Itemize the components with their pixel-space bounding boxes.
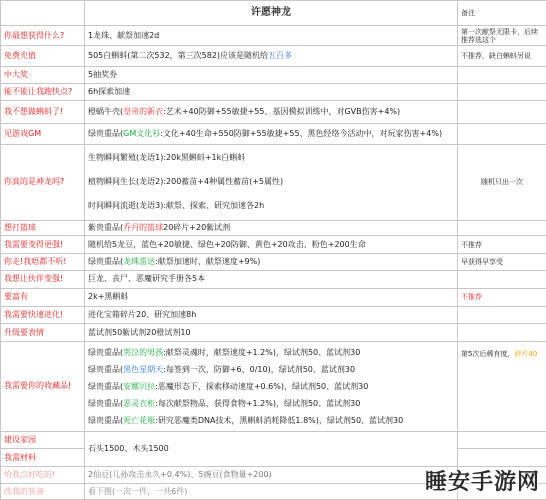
result-highlight: 五百多	[268, 51, 293, 61]
table-row	[1, 83, 546, 101]
note-cell	[458, 306, 546, 324]
wish-cell: 你走!我唔都不听!	[1, 254, 85, 271]
note-cell	[458, 270, 546, 289]
result-line	[88, 378, 454, 395]
wish-cell: 要富有	[1, 289, 85, 307]
note-cell: 不推荐	[458, 289, 546, 307]
result-cell: 蓝试剂50紫试剂20橙试剂10	[85, 324, 458, 342]
wish-cell: 免费充值	[1, 46, 85, 67]
result-highlight: 恶灵衣柜	[123, 398, 156, 408]
wish-cell: 改我的装备	[1, 484, 85, 500]
result-text: 绿贵重品(	[88, 347, 124, 357]
result-line: 植物瞬间生长(龙语2):200蓄苗+4种属性蓄苗(+5属性)	[88, 177, 284, 187]
header-row	[1, 1, 546, 26]
result-text: 绿贵重品(	[88, 381, 124, 391]
note-cell	[458, 123, 546, 144]
result-cell	[85, 123, 458, 144]
result-text: 绿贵重品(	[88, 256, 124, 266]
note-cell: 早获得早享受	[458, 254, 546, 271]
note-cell: 随机只出一次	[458, 144, 546, 220]
result-cell: 石头1500、木头1500	[85, 431, 458, 466]
note-cell	[458, 431, 546, 449]
table-row	[1, 341, 546, 431]
result-cell: 2k+黑蝌蚪	[85, 289, 458, 307]
result-highlight: GM文化衫	[123, 128, 161, 138]
table-row	[1, 289, 546, 307]
wish-cell: 给我点好吃的!	[1, 466, 85, 484]
table-row	[1, 144, 546, 220]
result-cell: 巨龙、丧尸、恶魔研究手册各5本	[85, 270, 458, 289]
wish-cell: 中大奖	[1, 67, 85, 84]
result-cell	[85, 101, 458, 124]
result-text: :献祭灵魂时，献祭速度+1.2%)，绿试剂50、蓝试剂30	[163, 347, 361, 357]
table-row	[1, 46, 546, 67]
table-row	[1, 270, 546, 289]
result-text: :艺术+40防御+55敏捷+55、基因模拟训练中，对GVB伤害+4%)	[163, 107, 401, 117]
table-row	[1, 123, 546, 144]
result-text: 橙蜗牛壳(	[88, 107, 124, 117]
result-text: 绿贵重品(	[88, 364, 124, 374]
note-cell: 不推荐，缺白蝌蚪另说	[458, 46, 546, 67]
result-line: 时间瞬间流逝(龙语3):献祭、探索、研究加速各2h	[88, 201, 265, 211]
wish-cell: 升级要表情	[1, 324, 85, 342]
result-highlight: 死亡花瓶	[123, 415, 156, 425]
note-cell: 不推荐	[458, 236, 546, 254]
table-title: 许愿神龙	[85, 1, 458, 26]
wish-cell: 想打篮球	[1, 220, 85, 235]
result-line	[88, 344, 454, 361]
result-line	[88, 412, 454, 429]
wish-cell: 能不能让我跑快点?	[1, 83, 85, 101]
result-cell: 6h探索加速	[85, 83, 458, 101]
note-cell: 第一次献祭无限卡，后续推荐选这个	[458, 25, 546, 46]
result-line	[88, 395, 454, 412]
result-text: :研究恶魔类DNA技术，黑蝌蚪消耗降低1.8%)，绿试剂50、蓝试剂30	[155, 415, 404, 425]
result-cell: 2仙豆(儿孙攻击永久+0.4%)、5豌豆(食物量+200)	[85, 466, 458, 484]
watermark-logo: 睡安手游网	[424, 470, 540, 495]
result-text: 紫贵重品(	[88, 223, 124, 233]
wish-cell: 我想让伙伴变强!	[1, 270, 85, 289]
result-text: :献祭加速时，献祭速度+9%)	[155, 256, 261, 266]
wish-cell: 我需材料	[1, 449, 85, 467]
result-text: 505白蝌蚪(第二次532，第三次582)应该是随机给	[88, 51, 269, 61]
result-highlight: 皇帝的新衣	[123, 107, 164, 117]
note-column-header: 备注	[458, 1, 546, 26]
result-cell	[85, 254, 458, 271]
table-row	[1, 324, 546, 342]
result-cell: 看下图(一次一件，一共6件)	[85, 484, 458, 500]
note-highlight: 碎片40	[514, 349, 538, 358]
table-row	[1, 101, 546, 124]
header-empty-cell	[1, 1, 85, 26]
table-row	[1, 220, 546, 235]
result-text: 绿贵重品(	[88, 415, 124, 425]
result-cell: 随机给5龙豆，蓝色+20敏捷、绿色+20防御、黄色+20攻击、粉色+200生命	[85, 236, 458, 254]
note-cell	[458, 220, 546, 235]
result-text: :每签到一次，防御+6、0/10)，绿试剂50、蓝试剂30	[163, 364, 356, 374]
table-row	[1, 306, 546, 324]
result-cell: 5抽奖券	[85, 67, 458, 84]
table-row	[1, 254, 546, 271]
result-highlight: 哭泣的男孩	[123, 347, 164, 357]
result-cell	[85, 144, 458, 220]
result-text: :恶魔形态下，探索移动速度+0.6%)，绿试剂50、蓝试剂30	[155, 381, 369, 391]
wish-cell: 我需要变得更强!	[1, 236, 85, 254]
wish-cell: 建设家园	[1, 431, 85, 449]
note-cell	[458, 341, 546, 431]
note-cell	[458, 67, 546, 84]
result-cell	[85, 341, 458, 431]
table-row	[1, 431, 546, 449]
note-cell	[458, 449, 546, 467]
wish-cell: 我需要你的收藏品!	[1, 341, 85, 431]
result-highlight: 黑色星期天	[123, 364, 164, 374]
note-text: 第5次后稀有度，	[461, 349, 515, 358]
note-cell	[458, 101, 546, 124]
result-cell: 1龙珠、献祭加速2d	[85, 25, 458, 46]
wish-cell: 你真的是神龙吗?	[1, 144, 85, 220]
result-text: 绿贵重品(	[88, 128, 124, 138]
result-highlight: 安娜贝拉	[123, 381, 156, 391]
result-line: 生物瞬间繁殖(龙语1):20k黑蝌蚪+1k白蝌蚪	[88, 153, 246, 163]
wish-cell: 我需要快速进化!	[1, 306, 85, 324]
result-cell	[85, 220, 458, 235]
result-highlight: 乔丹的篮球	[123, 223, 164, 233]
result-text: :每次献祭物品、获得食物+1.2%)，绿试剂50、蓝试剂30	[155, 398, 361, 408]
result-highlight: 龙珠雷达	[123, 256, 156, 266]
result-text: 20碎片+20紫试剂	[163, 223, 231, 233]
wish-cell: 见游戏GM	[1, 123, 85, 144]
table-row	[1, 67, 546, 84]
note-cell	[458, 83, 546, 101]
wish-cell: 你最想获得什么?	[1, 25, 85, 46]
wish-cell: 我不想做蝌蚪了!	[1, 101, 85, 124]
result-line	[88, 361, 454, 378]
result-text: 绿贵重品(	[88, 398, 124, 408]
result-cell: 进化宝箱碎片20、研究加速8h	[85, 306, 458, 324]
table-row	[1, 236, 546, 254]
result-text: :文化+40生命+550防御+55敏捷+55、黑色经络今活动中，对玩家伤害+4%)	[160, 128, 443, 138]
result-cell	[85, 46, 458, 67]
note-cell	[458, 324, 546, 342]
table-row	[1, 25, 546, 46]
